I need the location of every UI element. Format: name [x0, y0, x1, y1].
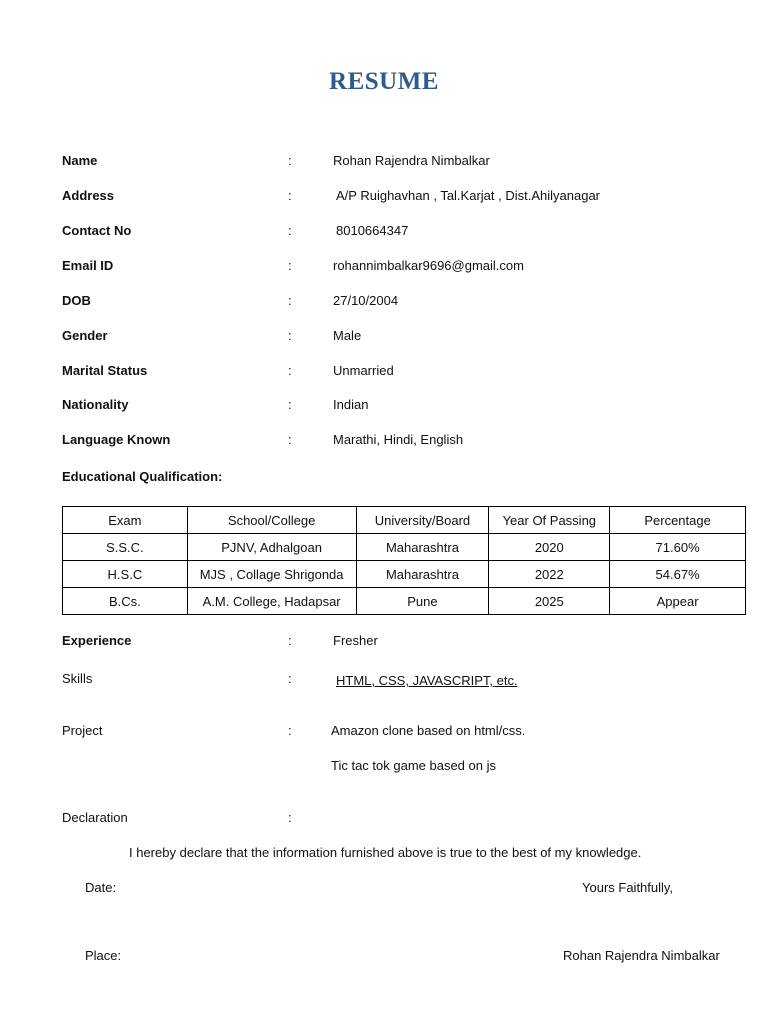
table-cell: 71.60%: [610, 534, 746, 561]
page-title: RESUME: [329, 68, 439, 95]
place-label: Place:: [85, 948, 122, 963]
table-cell: A.M. College, Hadapsar: [187, 588, 356, 615]
colon: :: [288, 188, 292, 203]
language-label: Language Known: [62, 432, 171, 447]
skills-label: Skills: [62, 671, 93, 686]
experience-value: Fresher: [333, 633, 378, 648]
colon: :: [288, 671, 292, 686]
project-item: Amazon clone based on html/css.: [331, 723, 526, 738]
table-cell: H.S.C: [63, 561, 188, 588]
project-row: [0, 723, 768, 743]
signature: Rohan Rajendra Nimbalkar: [563, 948, 720, 963]
gender-value: Male: [333, 328, 362, 343]
marital-status-value: Unmarried: [333, 363, 394, 378]
marital-status-row: [0, 363, 768, 383]
colon: :: [288, 363, 292, 378]
table-row: [63, 534, 746, 561]
name-label: Name: [62, 153, 98, 168]
colon: :: [288, 328, 292, 343]
table-header-cell: Exam: [63, 507, 188, 534]
colon: :: [288, 223, 292, 238]
table-header-cell: Percentage: [610, 507, 746, 534]
contact-label: Contact No: [62, 223, 132, 238]
dob-label: DOB: [62, 293, 91, 308]
table-cell: Pune: [356, 588, 489, 615]
declaration-text: I hereby declare that the information furnished above is true to the best of my knowledge.: [129, 845, 642, 860]
date-label: Date:: [85, 880, 117, 895]
address-label: Address: [62, 188, 115, 203]
closing-text: Yours Faithfully,: [582, 880, 674, 895]
nationality-label: Nationality: [62, 397, 129, 412]
contact-row: [0, 223, 768, 243]
table-cell: B.Cs.: [63, 588, 188, 615]
marital-status-label: Marital Status: [62, 363, 148, 378]
dob-value: 27/10/2004: [333, 293, 399, 308]
table-row: [63, 588, 746, 615]
address-row: [0, 188, 768, 208]
language-value: Marathi, Hindi, English: [333, 432, 464, 447]
colon: :: [288, 397, 292, 412]
table-cell: Maharashtra: [356, 534, 489, 561]
colon: :: [288, 723, 292, 738]
table-cell: 2020: [489, 534, 610, 561]
table-cell: 2022: [489, 561, 610, 588]
nationality-value: Indian: [333, 397, 369, 412]
nationality-row: [0, 397, 768, 417]
colon: :: [288, 432, 292, 447]
name-row: [0, 153, 768, 173]
education-heading: Educational Qualification:: [62, 469, 223, 484]
table-cell: 54.67%: [610, 561, 746, 588]
email-value: rohannimbalkar9696@gmail.com: [333, 258, 524, 273]
table-cell: 2025: [489, 588, 610, 615]
email-row: [0, 258, 768, 278]
contact-value: 8010664347: [336, 223, 409, 238]
address-value: A/P Ruighavhan , Tal.Karjat , Dist.Ahilyanagar: [336, 188, 600, 203]
table-header-cell: School/College: [187, 507, 356, 534]
project-item: Tic tac tok game based on js: [331, 758, 496, 773]
education-table: [62, 506, 746, 615]
gender-label: Gender: [62, 328, 108, 343]
table-header-cell: Year Of Passing: [489, 507, 610, 534]
dob-row: [0, 293, 768, 313]
colon: :: [288, 810, 292, 825]
declaration-label: Declaration: [62, 810, 128, 825]
declaration-row: [0, 810, 768, 830]
table-row: [63, 561, 746, 588]
skills-value: HTML, CSS, JAVASCRIPT, etc.: [336, 673, 518, 688]
experience-row: [0, 633, 768, 653]
colon: :: [288, 258, 292, 273]
table-cell: Maharashtra: [356, 561, 489, 588]
experience-label: Experience: [62, 633, 132, 648]
name-value: Rohan Rajendra Nimbalkar: [333, 153, 490, 168]
skills-row: [0, 671, 768, 691]
colon: :: [288, 293, 292, 308]
table-header-cell: University/Board: [356, 507, 489, 534]
gender-row: [0, 328, 768, 348]
email-label: Email ID: [62, 258, 114, 273]
table-cell: Appear: [610, 588, 746, 615]
language-row: [0, 432, 768, 452]
table-cell: PJNV, Adhalgoan: [187, 534, 356, 561]
project-label: Project: [62, 723, 103, 738]
table-header-row: [63, 507, 746, 534]
colon: :: [288, 153, 292, 168]
colon: :: [288, 633, 292, 648]
table-cell: MJS , Collage Shrigonda: [187, 561, 356, 588]
table-cell: S.S.C.: [63, 534, 188, 561]
